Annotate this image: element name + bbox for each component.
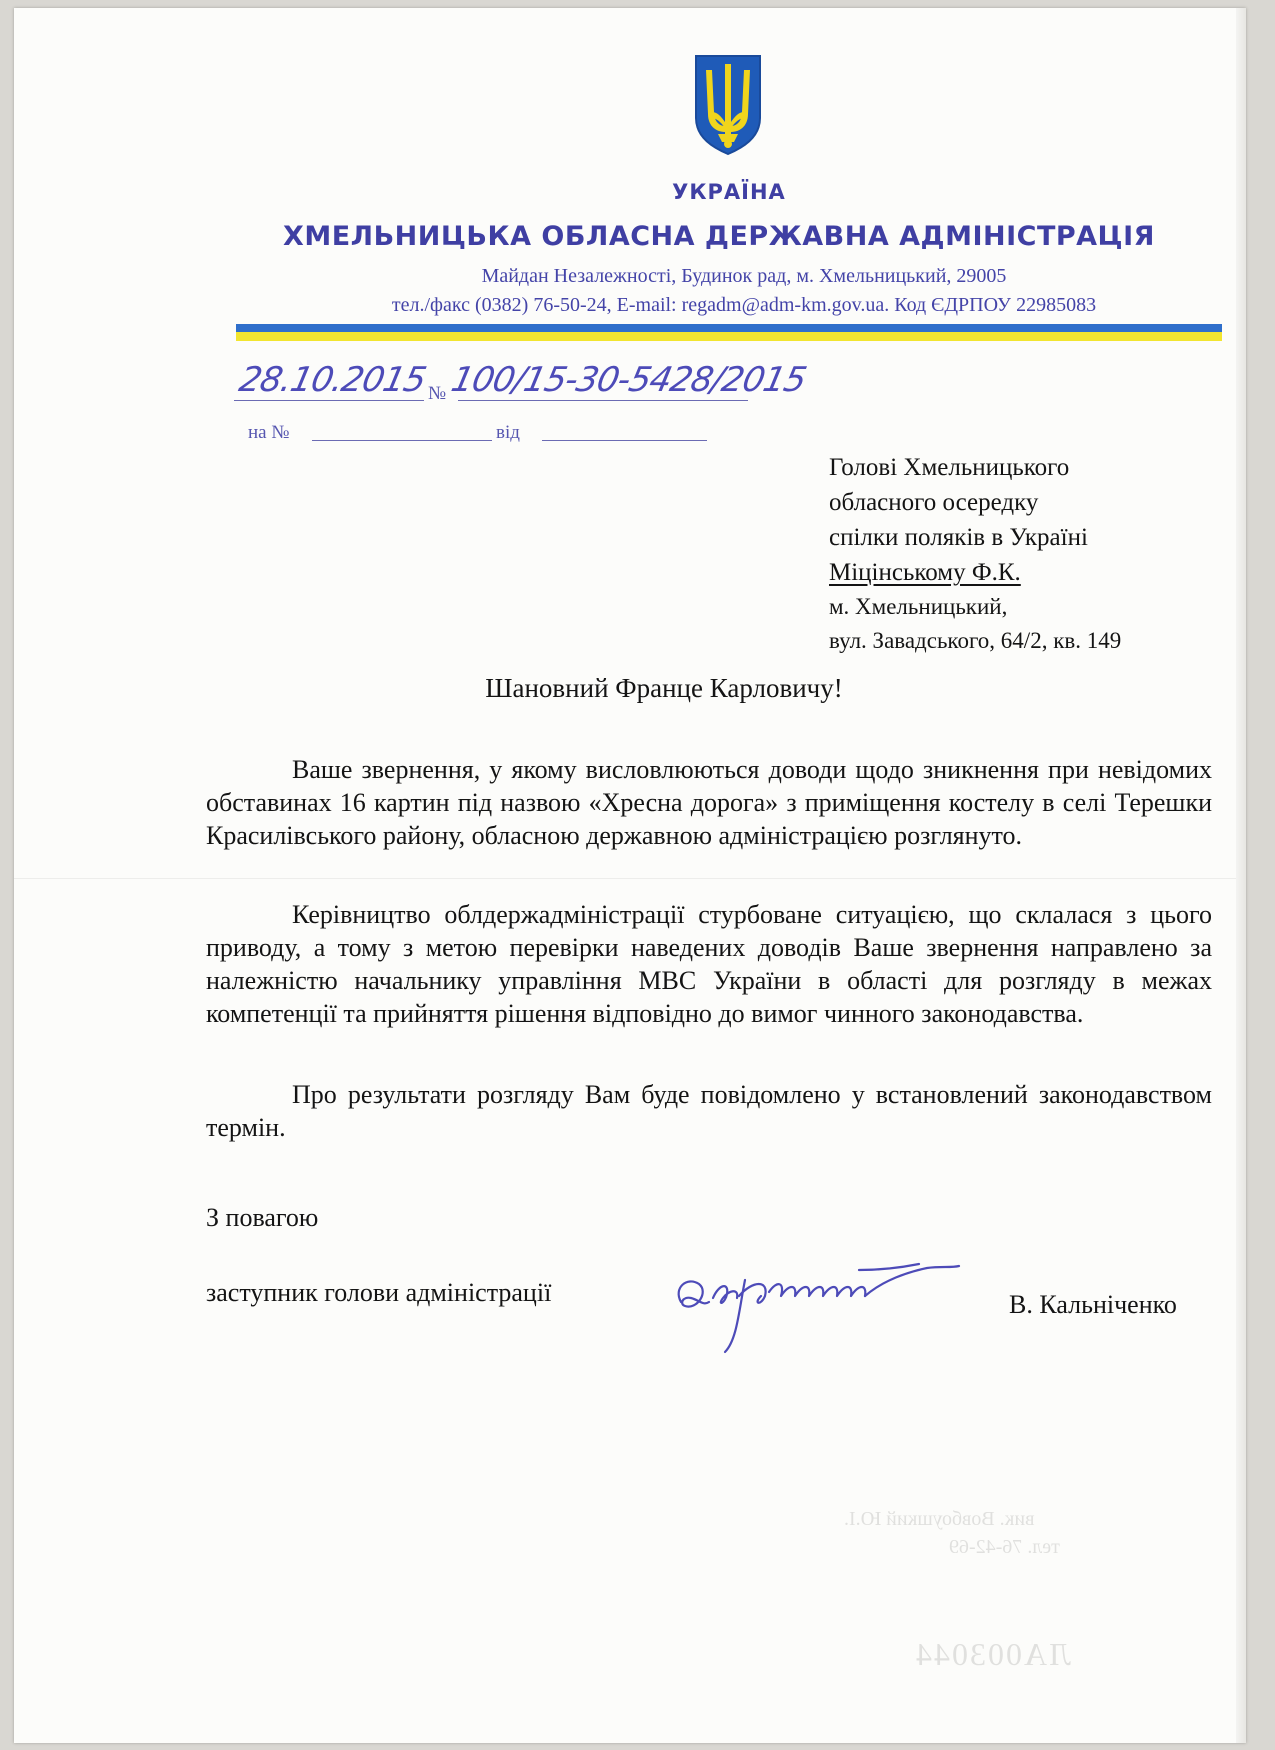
body-paragraph: Ваше звернення, у якому висловлюються доводи щодо зникнення при невідомих обставинах 16 картин під назвою «Хресна дорога» з приміщення костелу в селі Терешки Красилівського району, обласною державною адміністрацією розглянуто.: [206, 755, 1212, 850]
from-underline: [542, 440, 707, 441]
addressee-block: [829, 450, 1121, 658]
signer-position: заступник голови адміністрації: [206, 1278, 552, 1307]
country-name: УКРАЇНА: [672, 180, 786, 204]
addressee-line: обласного осередку: [829, 489, 1039, 516]
letter-sheet: [14, 8, 1246, 1743]
addressee-name: Міцінському Ф.К.: [829, 559, 1021, 586]
closing-regards: З повагою: [206, 1203, 319, 1232]
addressee-line: Голові Хмельницького: [829, 454, 1070, 481]
number-underline: [458, 400, 748, 401]
show-through-executor: вик. Вовбоушкий Ю.І.: [844, 1508, 1035, 1530]
registration-number: 100/15-30-5428/2015: [447, 360, 810, 400]
handwritten-signature: [669, 1240, 969, 1360]
reply-to-underline: [312, 440, 492, 441]
addressee-street: вул. Завадського, 64/2, кв. 149: [829, 628, 1122, 653]
number-label: №: [428, 383, 447, 404]
flag-stripe-blue: [236, 324, 1222, 332]
registration-date: 28.10.2015: [235, 360, 429, 400]
addressee-city: м. Хмельницький,: [829, 594, 1008, 619]
flag-stripe-yellow: [236, 332, 1222, 341]
addressee-line: спілки поляків в Україні: [829, 524, 1088, 551]
from-label: від: [496, 422, 520, 443]
organization-name: ХМЕЛЬНИЦЬКА ОБЛАСНА ДЕРЖАВНА АДМІНІСТРАЦІЯ: [283, 221, 1155, 252]
signer-name: В. Кальніченко: [1009, 1290, 1177, 1319]
show-through-serial: ЛА003044: [914, 1636, 1071, 1672]
body-paragraph: Про результати розгляду Вам буде повідомлено у встановлений законодавством термін.: [206, 1080, 1212, 1142]
organization-contacts: тел./факс (0382) 76-50-24, E-mail: regadm@adm-km.gov.ua. Код ЄДРПОУ 22985083: [391, 294, 1097, 316]
paper-edge: [1236, 8, 1246, 1743]
show-through-phone: тел. 76-42-69: [949, 1536, 1060, 1558]
salutation: Шановний Франце Карловичу!: [485, 673, 843, 703]
body-paragraph: Керівництво облдержадміністрації стурбоване ситуацією, що склалася з цього приводу, а тому з метою перевірки наведених доводів Ваше звернення направлено за належністю начальнику управління МВС України в області для розгляду в межах компетенції та прийняття рішення відповідно до вимог чинного законодавства.: [206, 900, 1212, 1028]
paper-fold: [14, 878, 1246, 879]
date-underline: [234, 400, 424, 401]
organization-address: Майдан Незалежності, Будинок рад, м. Хмельницький, 29005: [481, 265, 1007, 287]
reply-to-label: на №: [248, 422, 290, 443]
trident-icon: [692, 52, 764, 156]
